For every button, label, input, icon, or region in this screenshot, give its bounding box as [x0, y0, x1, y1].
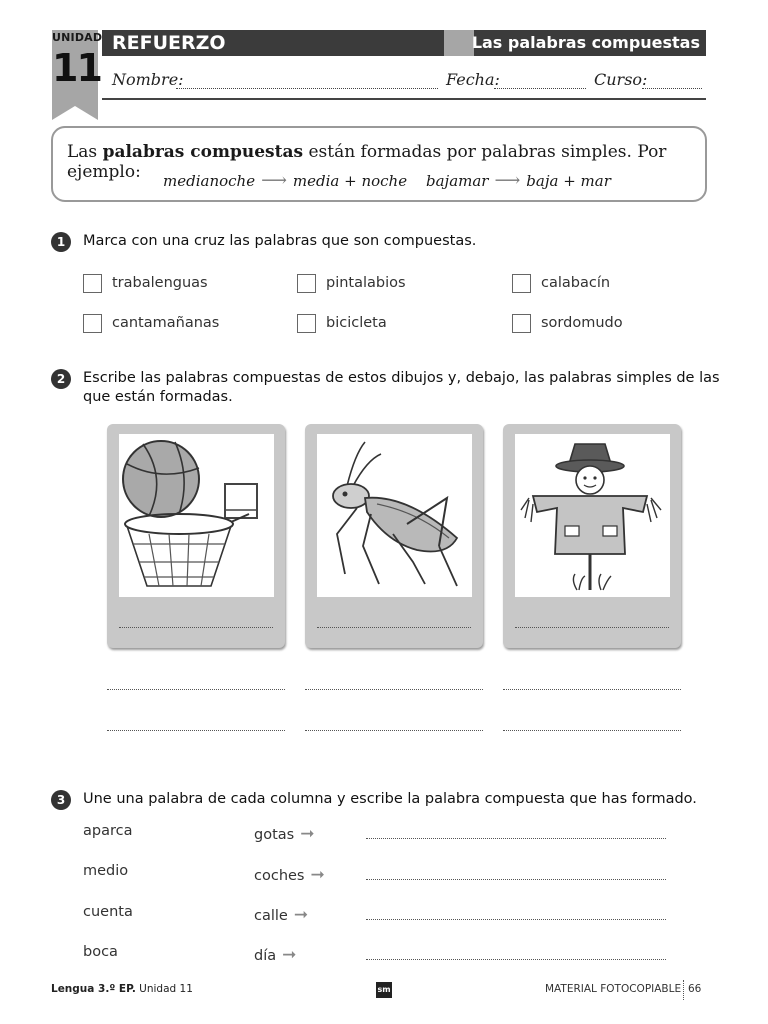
column-1-word: medio [83, 863, 129, 879]
option-label: cantamañanas [112, 315, 220, 331]
course-field[interactable] [642, 88, 702, 89]
answer-line[interactable] [366, 919, 666, 920]
picture-card-3 [503, 424, 681, 648]
checkbox-trabalenguas[interactable] [83, 274, 102, 293]
arrow-right-icon: ⟶ [494, 170, 521, 191]
writing-line[interactable] [107, 730, 285, 731]
footer-book: Lengua 3.º EP. Unidad 11 [51, 983, 193, 995]
header-bar [102, 30, 706, 56]
arrow-right-icon: ➞ [300, 824, 315, 844]
column-1-word: aparca [83, 823, 133, 839]
column-2-word: gotas ➞ [254, 824, 315, 844]
writing-line[interactable] [503, 689, 681, 690]
option-label: bicicleta [326, 315, 387, 331]
arrow-right-icon: ➞ [310, 865, 325, 885]
writing-line[interactable] [107, 689, 285, 690]
example-2: bajamar ⟶ baja + mar [426, 170, 611, 191]
date-label: Fecha: [446, 70, 500, 89]
topic-title: Las palabras compuestas [471, 33, 700, 52]
question-3-text: Une una palabra de cada columna y escribe la palabra compuesta que has formado. [83, 791, 697, 807]
example-1: medianoche ⟶ media + noche [163, 170, 408, 191]
picture-card-1 [107, 424, 285, 648]
answer-line[interactable] [515, 627, 669, 628]
answer-line[interactable] [366, 959, 666, 960]
column-1-word: boca [83, 944, 118, 960]
column-2-word: calle ➞ [254, 905, 309, 925]
checkbox-cantamananas[interactable] [83, 314, 102, 333]
arrow-right-icon: ⟶ [261, 170, 287, 191]
footer-divider [683, 980, 684, 1000]
checkbox-pintalabios[interactable] [297, 274, 316, 293]
header-divider [444, 30, 474, 56]
question-1-text: Marca con una cruz las palabras que son compuestas. [83, 233, 477, 249]
column-2-word: día ➞ [254, 945, 297, 965]
picture-card-2 [305, 424, 483, 648]
checkbox-calabacin[interactable] [512, 274, 531, 293]
unit-label: UNIDAD [52, 31, 103, 44]
option-label: pintalabios [326, 275, 406, 291]
page-number: 66 [688, 983, 702, 995]
answer-line[interactable] [317, 627, 471, 628]
question-2-text-line1: Escribe las palabras compuestas de estos dibujos y, debajo, las palabras simples de las [83, 370, 720, 386]
option-label: trabalenguas [112, 275, 208, 291]
question-2-text-line2: que están formadas. [83, 389, 233, 405]
name-field[interactable] [176, 88, 438, 89]
column-2-word: coches ➞ [254, 865, 325, 885]
writing-line[interactable] [305, 730, 483, 731]
scarecrow-illustration [515, 434, 670, 597]
arrow-right-icon: ➞ [293, 905, 309, 925]
writing-line[interactable] [305, 689, 483, 690]
student-info-row [102, 64, 706, 100]
answer-line[interactable] [366, 879, 666, 880]
definition-box [51, 126, 707, 202]
answer-line[interactable] [119, 627, 273, 628]
question-2-number: 2 [51, 369, 71, 389]
column-1-word: cuenta [83, 904, 133, 920]
checkbox-sordomudo[interactable] [512, 314, 531, 333]
writing-line[interactable] [503, 730, 681, 731]
highlight-term: palabras compuestas [102, 142, 304, 162]
arrow-right-icon: ➞ [282, 945, 297, 965]
grasshopper-illustration [317, 434, 472, 597]
date-field[interactable] [494, 88, 586, 89]
publisher-logo: sm [376, 982, 392, 998]
course-label: Curso: [594, 70, 648, 89]
answer-line[interactable] [366, 838, 666, 839]
question-3-number: 3 [51, 790, 71, 810]
section-title: REFUERZO [112, 32, 226, 54]
footer-material: MATERIAL FOTOCOPIABLE [545, 983, 682, 995]
name-label: Nombre: [112, 70, 184, 89]
option-label: sordomudo [541, 315, 623, 331]
option-label: calabacín [541, 275, 611, 291]
definition-text: Las palabras compuestas están formadas por palabras simples. Por ejemplo: [67, 142, 667, 182]
basketball-hoop-illustration [119, 434, 274, 597]
unit-number: 11 [52, 46, 101, 90]
question-1-number: 1 [51, 232, 71, 252]
checkbox-bicicleta[interactable] [297, 314, 316, 333]
